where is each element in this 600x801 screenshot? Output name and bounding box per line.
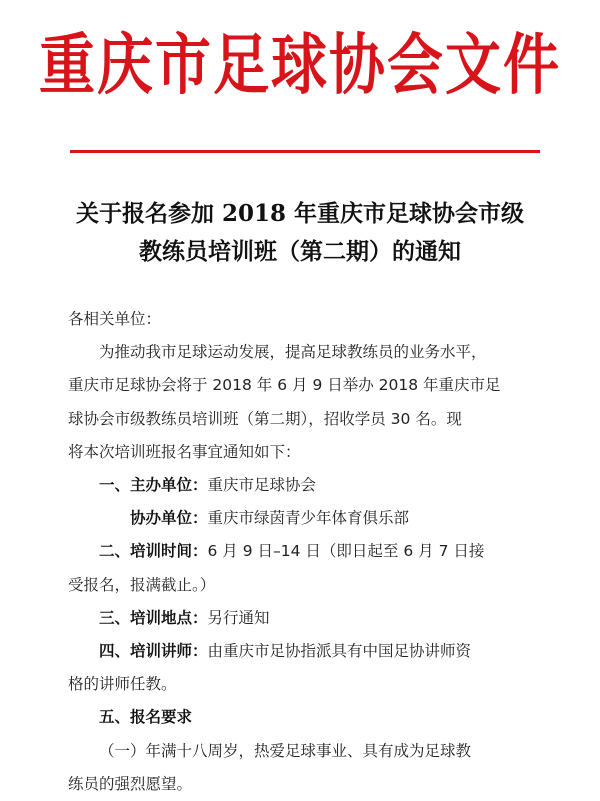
document-title [50, 195, 550, 271]
section-instructor-value: 由重庆市足协指派具有中国足协讲师资 [207, 642, 472, 661]
document-title-line-2: 教练员培训班（第二期）的通知 [139, 238, 461, 265]
section-training-venue [68, 602, 548, 635]
section-instructor-label: 四、培训讲师： [99, 642, 208, 661]
section-training-time-cont: 受报名，报满截止。） [68, 575, 216, 594]
section-instructor [68, 635, 548, 668]
section-co-organizer-value: 重庆市绿茵青少年体育俱乐部 [207, 509, 410, 528]
section-requirements-heading: 五、报名要求 [99, 708, 193, 727]
section-co-organizer-label: 协办单位： [130, 509, 208, 528]
section-organizer-value: 重庆市足球协会 [207, 476, 317, 495]
section-training-time-label: 二、培训时间： [99, 542, 208, 561]
intro-line-1: 为推动我市足球运动发展，提高足球教练员的业务水平， [99, 343, 487, 362]
section-organizer-label: 一、主办单位： [99, 476, 208, 495]
document-body [68, 303, 548, 801]
section-co-organizer [68, 502, 548, 535]
section-training-venue-label: 三、培训地点： [99, 608, 208, 627]
section-instructor-cont: 格的讲师任教。 [68, 675, 177, 694]
document-title-line-1: 关于报名参加 2018 年重庆市足球协会市级 [75, 200, 525, 227]
salutation: 各相关单位： [68, 310, 162, 328]
requirement-item-1-cont: 练员的强烈愿望。 [68, 774, 193, 793]
intro-line-4: 将本次培训班报名事宜通知如下： [68, 442, 301, 461]
section-training-time-value: 6 月 9 日–14 日（即日起至 6 月 7 日接 [207, 542, 485, 561]
section-training-venue-value: 另行通知 [207, 608, 270, 627]
requirement-item-1: （一）年满十八周岁，热爱足球事业、具有成为足球教 [99, 741, 472, 760]
section-training-time [68, 535, 548, 568]
section-organizer [68, 469, 548, 502]
intro-line-3: 球协会市级教练员培训班（第二期），招收学员 30 名。现 [68, 409, 462, 428]
letterhead-red-rule [70, 150, 540, 153]
intro-line-2: 重庆市足球协会将于 2018 年 6 月 9 日举办 2018 年重庆市足 [68, 376, 501, 395]
letterhead-title: 重庆市足球协会文件 [39, 26, 561, 105]
